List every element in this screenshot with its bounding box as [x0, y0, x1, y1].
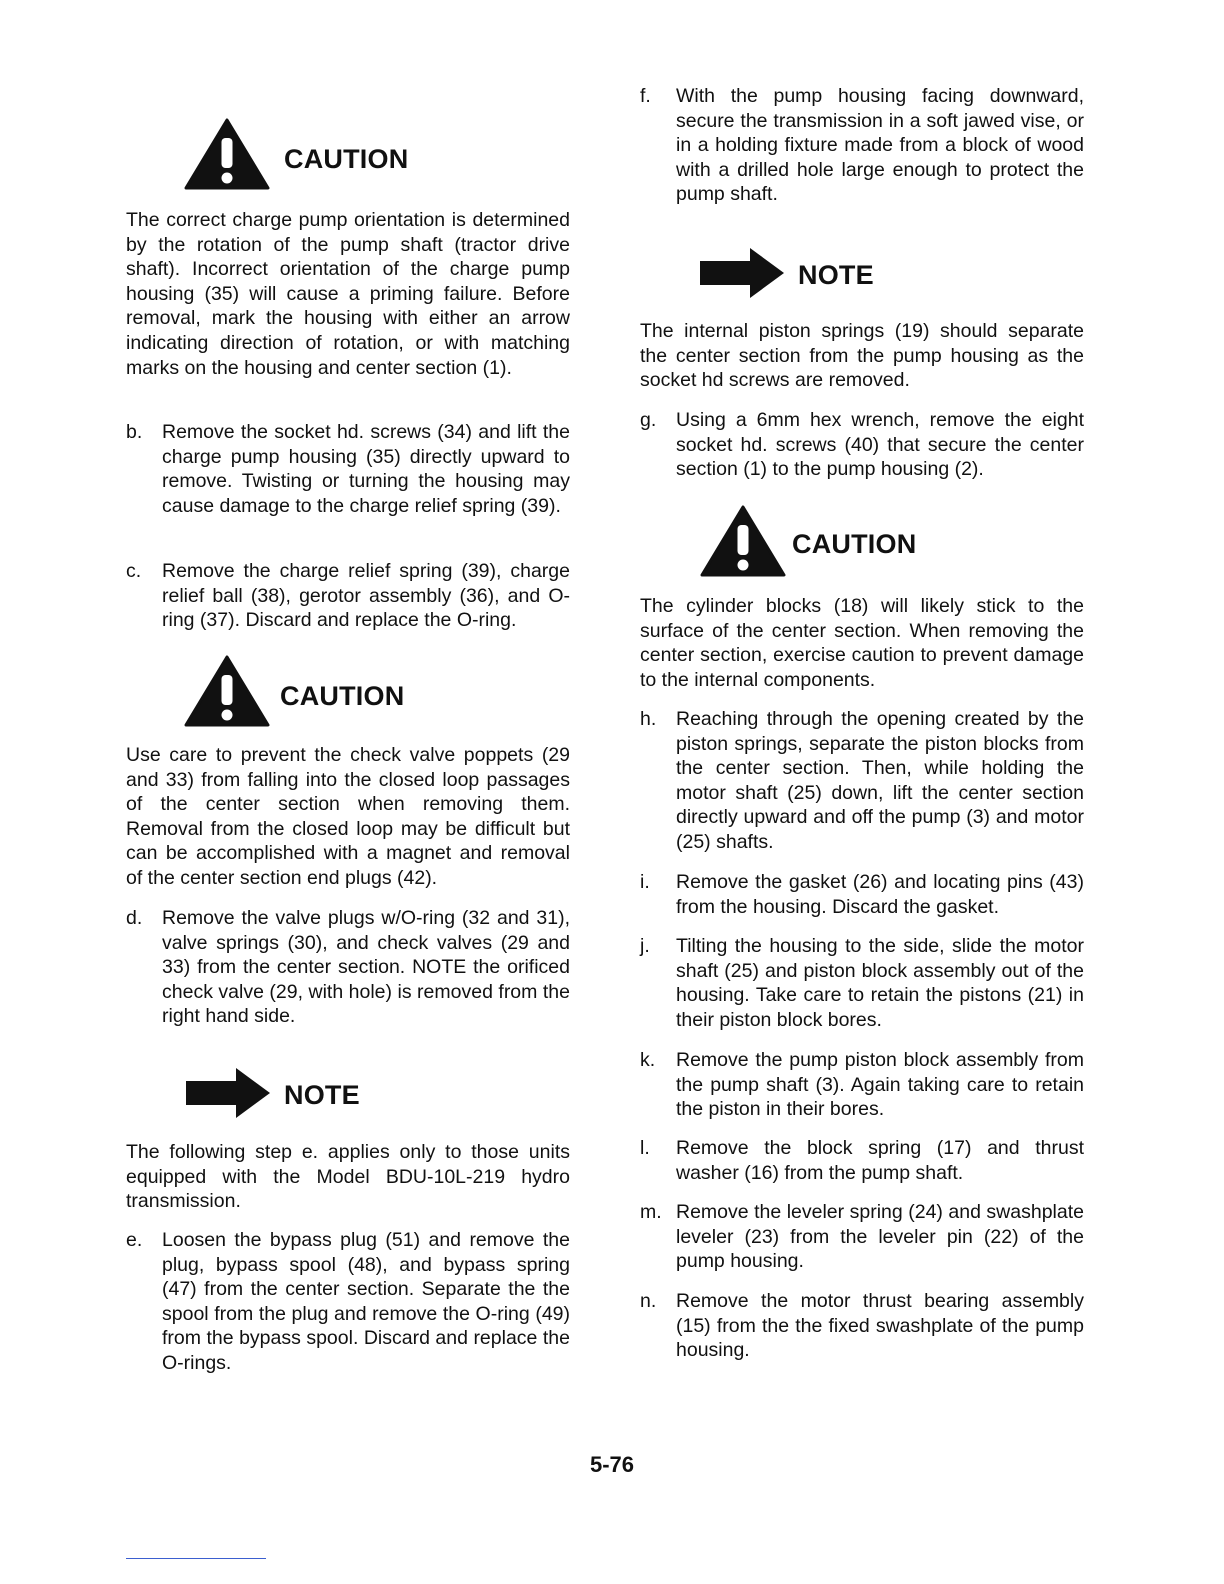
step-text: Using a 6mm hex wrench, remove the eight socket hd. screws (40) that secure the center section (1) to the pump housing (2). — [676, 409, 1084, 481]
step-text: Remove the block spring (17) and thrust washer (16) from the pump shaft. — [676, 1137, 1084, 1184]
arrow-pointer-icon — [186, 1066, 272, 1120]
step-letter: n. — [640, 1290, 657, 1312]
step-text: Remove the leveler spring (24) and swashplate leveler (23) from the leveler pin (22) of the pump housing. — [676, 1201, 1084, 1273]
step-text: Remove the socket hd. screws (34) and lift the charge pump housing (35) directly upward to remove. Twisting or turning the housing may cause damage to the charge relief spring (39). — [162, 421, 570, 517]
caution-text-1: The correct charge pump orientation is determined by the rotation of the pump shaft (tractor drive shaft). Incorrect orientation of the charge pump housing (35) will cause a priming failure. Before removal, mark the housing with either an arrow indicating direction of rotation, or with matching marks on the housing and center section (1). — [126, 209, 570, 379]
warning-triangle-icon — [700, 505, 786, 577]
step-b — [126, 420, 570, 518]
caution-header-2 — [184, 655, 404, 727]
step-h — [640, 707, 1084, 855]
step-e — [126, 1228, 570, 1376]
step-text: Remove the gasket (26) and locating pins (43) from the housing. Discard the gasket. — [676, 871, 1084, 918]
step-text: With the pump housing facing downward, secure the transmission in a soft jawed vise, or in a holding fixture made from a block of wood with a drilled hole large enough to protect the pump shaft. — [676, 85, 1084, 206]
warning-triangle-icon — [184, 655, 270, 727]
step-text: Loosen the bypass plug (51) and remove the plug, bypass spool (48), and bypass spring (47) from the center section. Separate the the spool from the plug and remove the O-ring (49) from the bypass spool. Discard and replace the O-rings. — [162, 1229, 570, 1374]
warning-triangle-icon — [184, 118, 270, 190]
step-letter: d. — [126, 907, 143, 929]
note-label: NOTE — [284, 1079, 360, 1110]
step-letter: f. — [640, 85, 651, 107]
step-m — [640, 1200, 1084, 1274]
caution-label: CAUTION — [284, 143, 409, 174]
caution-header-1 — [184, 118, 408, 190]
step-letter: l. — [640, 1137, 650, 1159]
caution-text-2: Use care to prevent the check valve poppets (29 and 33) from falling into the closed loop passages of the center section when removing them. Removal from the closed loop may be difficult but can be accomplished with a magnet and removal of the center section end plugs (42). — [126, 744, 570, 889]
caution-header-3 — [700, 505, 916, 577]
caution-text-3: The cylinder blocks (18) will likely stick to the surface of the center section. When removing the center section, exercise caution to prevent damage to the internal components. — [640, 595, 1084, 691]
arrow-pointer-icon — [700, 246, 786, 300]
step-f — [640, 84, 1084, 207]
note-text-1: The following step e. applies only to those units equipped with the Model BDU-10L-219 hydro transmission. — [126, 1141, 570, 1213]
note-label: NOTE — [798, 259, 874, 290]
step-letter: e. — [126, 1229, 143, 1251]
step-text: Remove the valve plugs w/O-ring (32 and 31), valve springs (30), and check valves (29 and 33) from the center section. NOTE the orificed check valve (29, with hole) is removed from the right hand side. — [162, 907, 570, 1028]
step-letter: j. — [640, 935, 650, 957]
caution-label: CAUTION — [792, 528, 917, 559]
step-letter: c. — [126, 560, 142, 582]
note-header-2 — [700, 246, 874, 300]
step-g — [640, 408, 1084, 482]
note-text-2: The internal piston springs (19) should separate the center section from the pump housing as the socket hd screws are removed. — [640, 320, 1084, 392]
step-j — [640, 934, 1084, 1032]
step-text: Reaching through the opening created by the piston springs, separate the piston blocks from the center section. Then, while holding the motor shaft (25) down, lift the center section directly upward and off the pump (3) and motor (25) shafts. — [676, 708, 1084, 853]
step-i — [640, 870, 1084, 919]
caution-label: CAUTION — [280, 680, 405, 711]
step-text: Tilting the housing to the side, slide the motor shaft (25) and piston block assembly out of the housing. Take care to retain the pistons (21) in their piston block bores. — [676, 935, 1084, 1031]
step-n — [640, 1289, 1084, 1363]
step-l — [640, 1136, 1084, 1185]
step-c — [126, 559, 570, 633]
step-letter: h. — [640, 708, 657, 730]
step-text: Remove the pump piston block assembly from the pump shaft (3). Again taking care to retain the piston in their bores. — [676, 1049, 1084, 1121]
step-d — [126, 906, 570, 1029]
step-k — [640, 1048, 1084, 1122]
step-letter: k. — [640, 1049, 656, 1071]
note-header-1 — [186, 1066, 360, 1120]
step-letter: g. — [640, 409, 657, 431]
step-text: Remove the charge relief spring (39), charge relief ball (38), gerotor assembly (36), and O-ring (37). Discard and replace the O-ring. — [162, 560, 570, 632]
footer-rule — [126, 1558, 266, 1559]
step-letter: b. — [126, 421, 143, 443]
step-text: Remove the motor thrust bearing assembly (15) from the the fixed swashplate of the pump housing. — [676, 1290, 1084, 1362]
step-letter: i. — [640, 871, 650, 893]
page-number: 5-76 — [589, 1452, 635, 1477]
step-letter: m. — [640, 1201, 662, 1223]
